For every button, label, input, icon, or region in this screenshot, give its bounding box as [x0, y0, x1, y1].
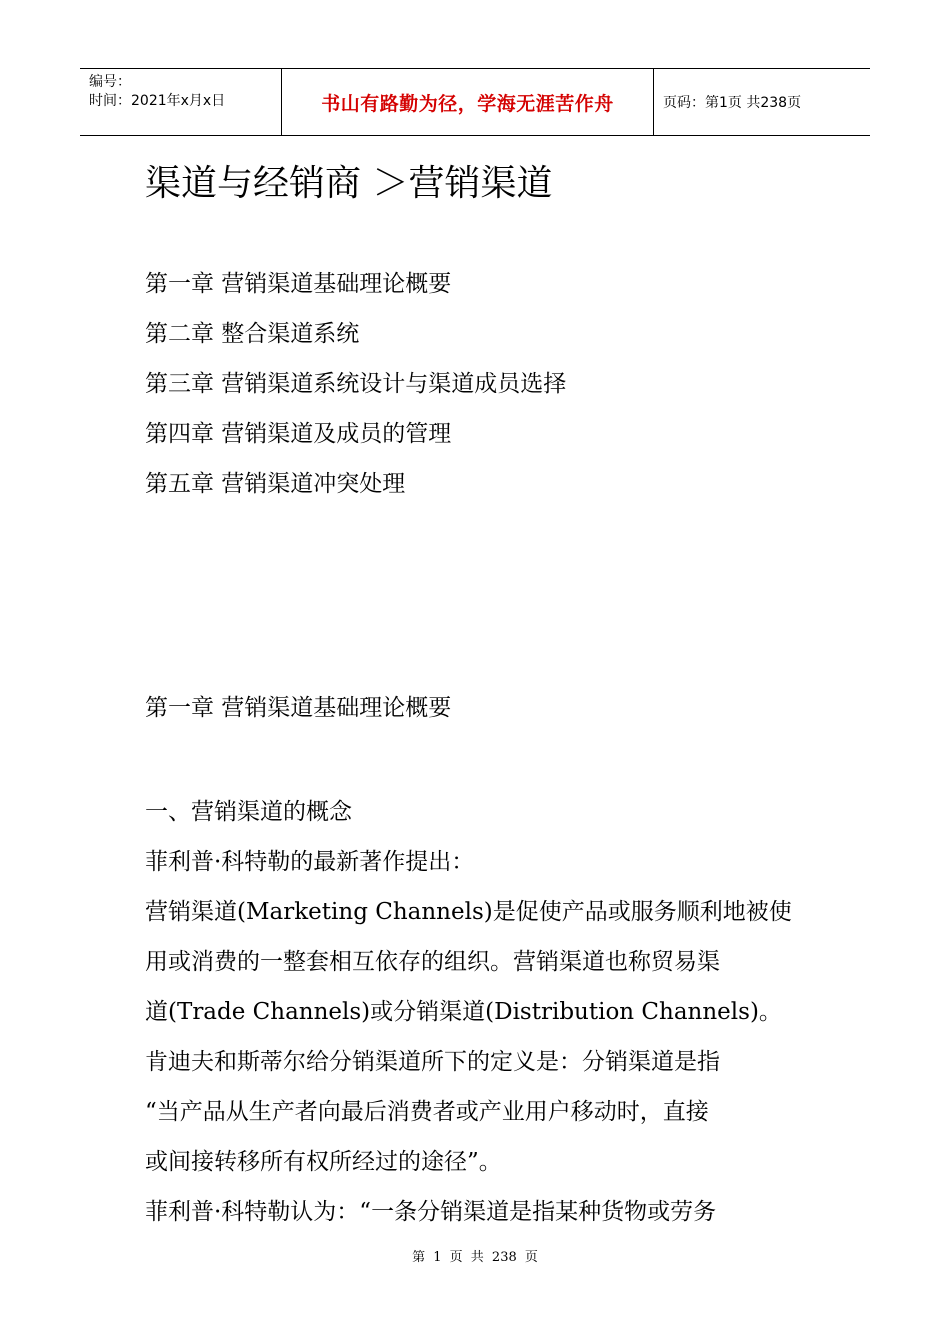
header-page-cell	[654, 69, 870, 135]
page-footer: 第 1 页 共 238 页	[412, 1250, 538, 1265]
body-line: 菲利普·科特勒的最新著作提出：	[145, 849, 475, 875]
toc-item: 第二章 整合渠道系统	[145, 321, 360, 347]
toc-item: 第五章 营销渠道冲突处理	[145, 471, 406, 497]
document-title: 渠道与经销商 ＞营销渠道	[145, 163, 553, 204]
chapter-heading: 第一章 营销渠道基础理论概要	[145, 695, 452, 721]
document-number-label: 编号：	[89, 74, 131, 90]
header-table	[80, 68, 870, 136]
section-heading: 一、营销渠道的概念	[145, 799, 352, 825]
header-motto: 书山有路勤为径，学海无涯苦作舟	[321, 92, 614, 115]
body-line: 用或消费的一整套相互依存的组织。营销渠道也称贸易渠	[145, 949, 720, 975]
body-line: 道(Trade Channels)或分销渠道(Distribution Channels)。	[145, 999, 782, 1025]
body-line: 肯迪夫和斯蒂尔给分销渠道所下的定义是：分销渠道是指	[145, 1049, 720, 1075]
document-date: 时间：2021年x月x日	[89, 93, 226, 109]
table-of-contents	[145, 264, 566, 514]
body-line: 营销渠道(Marketing Channels)是促使产品或服务顺利地被使	[145, 899, 792, 925]
body-line: “当产品从生产者向最后消费者或产业用户移动时，直接	[145, 1099, 709, 1125]
toc-item: 第三章 营销渠道系统设计与渠道成员选择	[145, 371, 567, 397]
header-page-info: 页码：第1页 共238页	[663, 95, 802, 111]
body-line: 或间接转移所有权所经过的途径”。	[145, 1149, 502, 1175]
body-text	[145, 787, 810, 1237]
header-motto-cell	[281, 69, 654, 135]
toc-item: 第四章 营销渠道及成员的管理	[145, 421, 452, 447]
toc-item: 第一章 营销渠道基础理论概要	[145, 271, 452, 297]
header-meta-cell	[80, 69, 281, 135]
body-line: 菲利普·科特勒认为：“一条分销渠道是指某种货物或劳务	[145, 1199, 717, 1225]
